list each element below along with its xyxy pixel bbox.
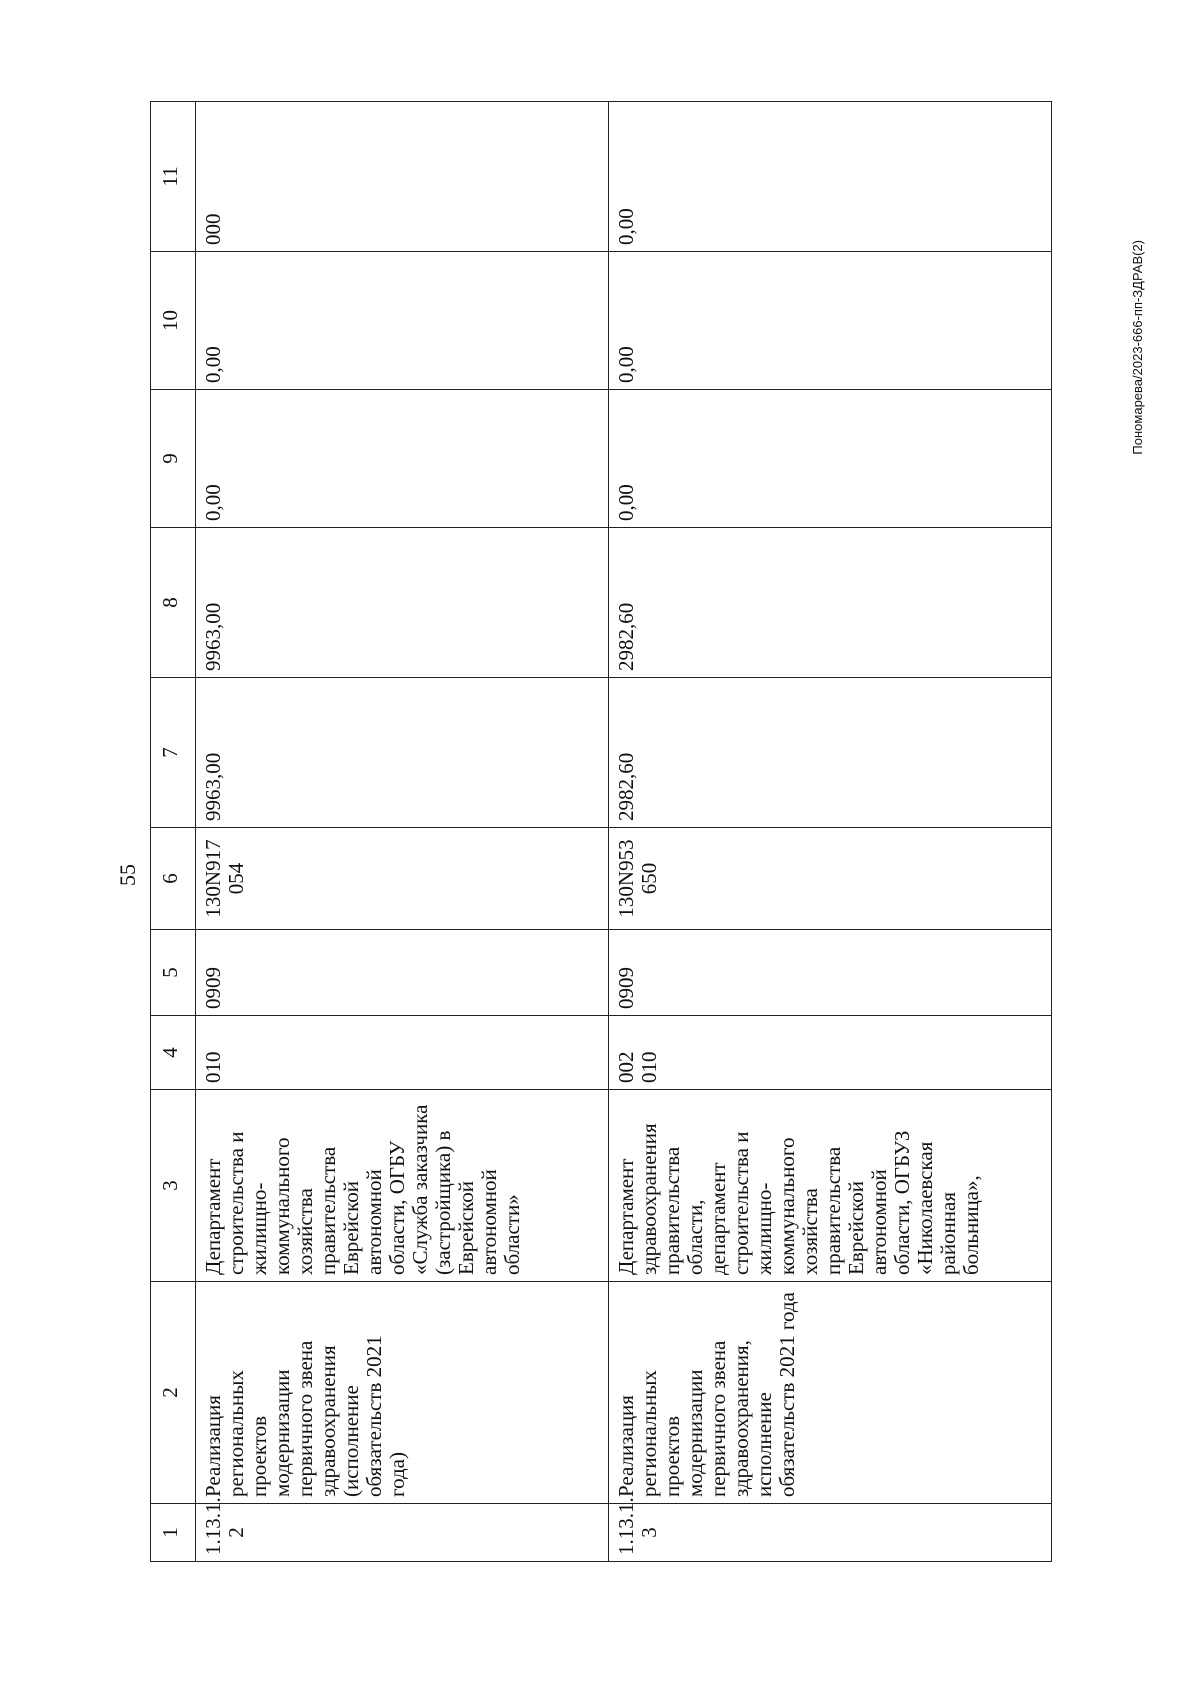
- header-col-9: 9: [151, 390, 196, 528]
- value-col-11: 000: [196, 102, 609, 252]
- target-article-code: 130N917 054: [196, 828, 609, 930]
- value-col-10: 0,00: [609, 252, 1052, 390]
- executor: Департамент строительства и жилищно-коммунального хозяйства правительства Еврейской автономной области, ОГБУ «Служба заказчика (застройщика) в Еврейской автономной области»: [196, 1090, 609, 1282]
- section-code: 0909: [196, 930, 609, 1016]
- page-number: 55: [115, 864, 140, 886]
- header-col-10: 10: [151, 252, 196, 390]
- header-col-5: 5: [151, 930, 196, 1016]
- header-row: [151, 102, 196, 1562]
- gbs-code: 010: [196, 1016, 609, 1090]
- value-col-11: 0,00: [609, 102, 1052, 252]
- executor: Департамент здравоохранения правительства области, департамент строительства и жилищно-коммунального хозяйства правительства Еврейской автономной области, ОГБУЗ «Николаевская районная больница»,: [609, 1090, 1052, 1282]
- header-col-7: 7: [151, 678, 196, 828]
- table-row: [196, 102, 609, 1562]
- table-row: [609, 102, 1052, 1562]
- value-col-9: 0,00: [196, 390, 609, 528]
- section-code: 0909: [609, 930, 1052, 1016]
- header-col-11: 11: [151, 102, 196, 252]
- target-article-code: 130N953 650: [609, 828, 1052, 930]
- header-col-6: 6: [151, 828, 196, 930]
- row-number: 1.13.1. 2: [196, 1504, 609, 1562]
- value-col-7: 2982,60: [609, 678, 1052, 828]
- value-col-8: 9963,00: [196, 528, 609, 678]
- gbs-code: 002 010: [609, 1016, 1052, 1090]
- value-col-10: 0,00: [196, 252, 609, 390]
- measure-name: Реализация региональных проектов модернизации первичного звена здравоохранения, исполнение обязательств 2021 года: [609, 1282, 1052, 1504]
- header-col-1: 1: [151, 1504, 196, 1562]
- measure-name: Реализация региональных проектов модернизации первичного звена здравоохранения (исполнение обязательств 2021 года): [196, 1282, 609, 1504]
- value-col-7: 9963,00: [196, 678, 609, 828]
- row-number: 1.13.1. 3: [609, 1504, 1052, 1562]
- header-col-2: 2: [151, 1282, 196, 1504]
- header-col-3: 3: [151, 1090, 196, 1282]
- header-col-4: 4: [151, 1016, 196, 1090]
- budget-table: [150, 101, 1052, 1562]
- document-code-text: Пономарева/2023-666-пп-ЗДРАВ(2): [1130, 240, 1145, 455]
- value-col-9: 0,00: [609, 390, 1052, 528]
- value-col-8: 2982,60: [609, 528, 1052, 678]
- header-col-8: 8: [151, 528, 196, 678]
- budget-table-rotated: [150, 102, 1070, 1562]
